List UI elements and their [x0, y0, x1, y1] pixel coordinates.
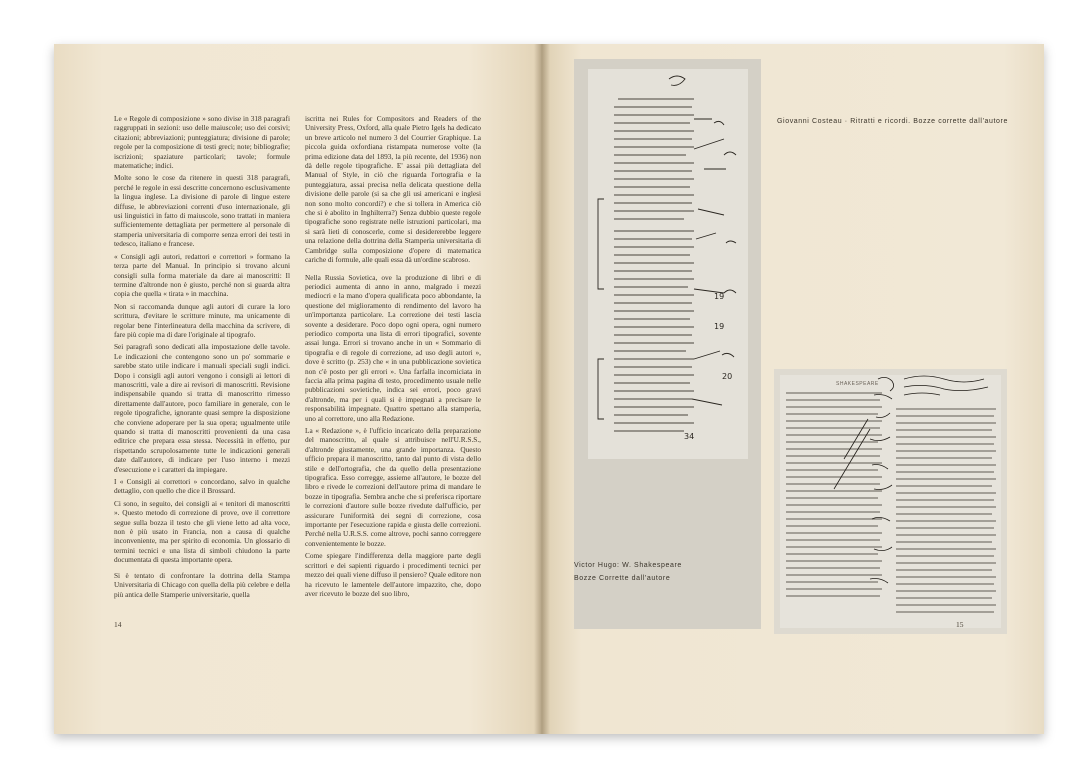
paragraph: Nella Russia Sovietica, ove la produzione di libri e di periodici aumenta di anno in anno, malgrado i mezzi mediocri e la mano d'opera qualificata poco abbondante, la questione del miglioramento di rendimento del lavoro ha un'importanza particolare. La correzione dei testi lascia sovente a desiderare. Poco dopo ogni opera, ogni numero periodico comporta una lista di errori tipografici, sovente assai lunga. Errori si trovano anche in un « Sommario di tipografia e di regole di correzione, ad uso degli autori », dove è scritto (p. 253) che « in una pubblicazione sovietica non c'è posto per gli errori ». Una farfalla incorniciata in faccia alla prima pagina di testo, procedimento usuale nelle pubblicazioni sovietiche, indica sei errori, poco gravi d'altronde, ma per i quali si è impegnati a precisare le responsabilità impegnate. Quattro spettano alla stamperia, uno al correttore, uno alla Redazione.	[305, 272, 481, 423]
proof-header: SHAKESPEARE	[836, 381, 879, 387]
svg-text:19: 19	[714, 292, 725, 301]
proof-sheet-drawing	[574, 59, 761, 629]
book-gutter	[534, 44, 550, 734]
paragraph: Si è tentato di confrontare la dottrina della Stampa Universitaria di Chicago con quella della più celebre e della più antica delle Stamperie universitarie, quella	[114, 570, 290, 599]
paragraph: Molte sono le cose da ritenere in questi 318 paragrafi, perché le regole in essi descritte concernono esclusivamente la lingua inglese. La divisione di parole di lingue estere diffuse, le abbreviazioni correnti d'uso internazionale, gli usi linguistici in fatto di maiuscole, sono trattati in maniera sufficientemente dettagliata per permettere al personale di stamperia universitaria di comporre senza errori dei testi in tedesco, italiano e francese.	[114, 173, 290, 249]
paragraph: iscritta nei Rules for Compositors and Readers of the University Press, Oxford, alla quale Pietro Igels ha dedicato un breve articolo nel numero 3 del Courrier Graphique. La piccola guida oxfordiana ristampata numerose volte (la prima edizione data del 1893, la più recente, del 1936) non dà delle regole tipografiche. E' assai più dettagliata del Manual of Style, in ciò che riguarda l'ortografia e la punteggiatura, assai precisa nella delicata questione della divisione delle parole (si sa che gli usi americani e inglesi non sono molto concordi?) e che si tollera in America ciò che si è abolito in Inghilterra?) Senza dubbio queste regole tipografiche sono registrate nelle istruzioni particolari, ma si sarà lieti di conoscerle, come si desidererebbe leggere una relazione della dottrina della Stamperia universitaria di Cambridge sulla composizione d'opere di matematica cariche di formule, alle quali essa dà un'ordine scabroso.	[305, 114, 481, 265]
svg-text:34: 34	[684, 432, 695, 441]
left-column-2	[305, 114, 481, 614]
left-column-1	[114, 114, 290, 614]
paragraph: « Consigli agli autori, redattori e correttori » formano la terza parte del Manual. In principio si trovano alcuni consigli sulla forma materiale da dare ai manoscritti: Il termine d'altronde non è giusto, perché non si guarda altra copia che quella « tirata » in macchina.	[114, 251, 290, 299]
paragraph: Come spiegare l'indifferenza della maggiore parte degli scrittori e dei sapienti riguardo i procedimenti tecnici per mezzo dei quali viene diffuso il pensiero? Quale editore non ha ricevuto le lamentele dell'autore impazzito, che, dopo aver ricevuto le bozze del suo libro,	[305, 551, 481, 598]
paragraph: Ci sono, in seguito, dei consigli ai « tenitori di manoscritti ». Questo metodo di correzione di prove, ove il correttore segue sulla bozza il testo che gli viene letto ad alta voce, non è più usato in Francia, non a causa di qualche inconveniente, ma per spirito di economia. Un glossario di termini tecnici e una lista di simboli chiudono la parte documentata di questa importante opera.	[114, 498, 290, 565]
page-number-right: 15	[956, 620, 964, 629]
proof-image-hugo	[574, 59, 761, 629]
paragraph: La « Redazione », è l'ufficio incaricato della preparazione del manoscritto, al quale si attribuisce nell'U.R.S.S., d'altronde giustamente, una grande importanza. Questo ufficio prepara il manoscritto, tanto dal punto di vista dello stile e dell'ortografia, che da quello della presentazione tipografica. Esso corregge, assieme all'autore, le bozze del libro e rivede le correzioni dell'autore prima di mandare le bozze in tipografia. Sembra anche che si preferisca riportare le correzioni d'autore sulle bozze rivedute dall'ufficio, per assicurare l'uniformità dei segni di correzione, cosa importante per l'esecuzione rapida e giusta delle correzioni. Perché nella U.R.S.S. come altrove, pochi sanno correggere convenientemente le bozze.	[305, 426, 481, 548]
left-page	[54, 44, 541, 734]
svg-text:20: 20	[722, 372, 733, 381]
caption-hugo-title: Victor Hugo: W. Shakespeare	[574, 562, 682, 569]
svg-text:19: 19	[714, 322, 725, 331]
caption-hugo-subtitle: Bozze Corrette dall'autore	[574, 575, 671, 582]
caption-cocteau: Giovanni Costeau · Ritratti e ricordi. Bozze corrette dall'autore	[777, 118, 1008, 125]
book-spread	[54, 44, 1044, 734]
paragraph: Non si raccomanda dunque agli autori di curare la loro scrittura, d'evitare le scritture minute, ma unicamente di regolar bene l'interlineatura della macchina da scrivere, di fare più copie ma di dare l'originale al tipografo.	[114, 301, 290, 339]
proof-image-cocteau	[774, 369, 1007, 634]
paragraph: I « Consigli ai correttori » concordano, salvo in qualche dettaglio, con quello che dice il Brossard.	[114, 477, 290, 496]
page-number-left: 14	[114, 620, 122, 629]
right-page	[541, 44, 1044, 734]
paragraph: Sei paragrafi sono dedicati alla impostazione delle tavole. Le indicazioni che contengono sono un po' sommarie e sarebbe stato utile indicare i manuali speciali sugli indici. Dopo i consigli agli autori vengono i consigli ai lettori di manoscritti, vale a dire ai revisori di manoscritti. Revisione indispensabile quando si tratta di manoscritto rimesso direttamente dall'autore, poco familiare in generale, con le regole tipografiche, ignorante quasi sempre la disposizione che conviene adoperare per la sua opera; ugualmente utile quando si tratta di manoscritti provenienti da una casa editrice che prepara essa stessa. Necessità in effetto, pur rispettando scrupolosamente tutte le indicazioni generali date dall'autore, di indicare per l'uso interno i mezzi d'esecuzione e i caratteri da impiegare.	[114, 342, 290, 474]
proof-sheet-drawing	[774, 369, 1007, 634]
paragraph: Le « Regole di composizione » sono divise in 318 paragrafi raggruppati in sezioni: uso delle maiuscole; uso dei corsivi; citazioni; abbreviazioni; punteggiatura; divisione di parole; regole per la composizione di testi greci; note; bibliografie; iscrizioni; spaziature particolari; tavole; formule matematiche; indici.	[114, 114, 290, 171]
